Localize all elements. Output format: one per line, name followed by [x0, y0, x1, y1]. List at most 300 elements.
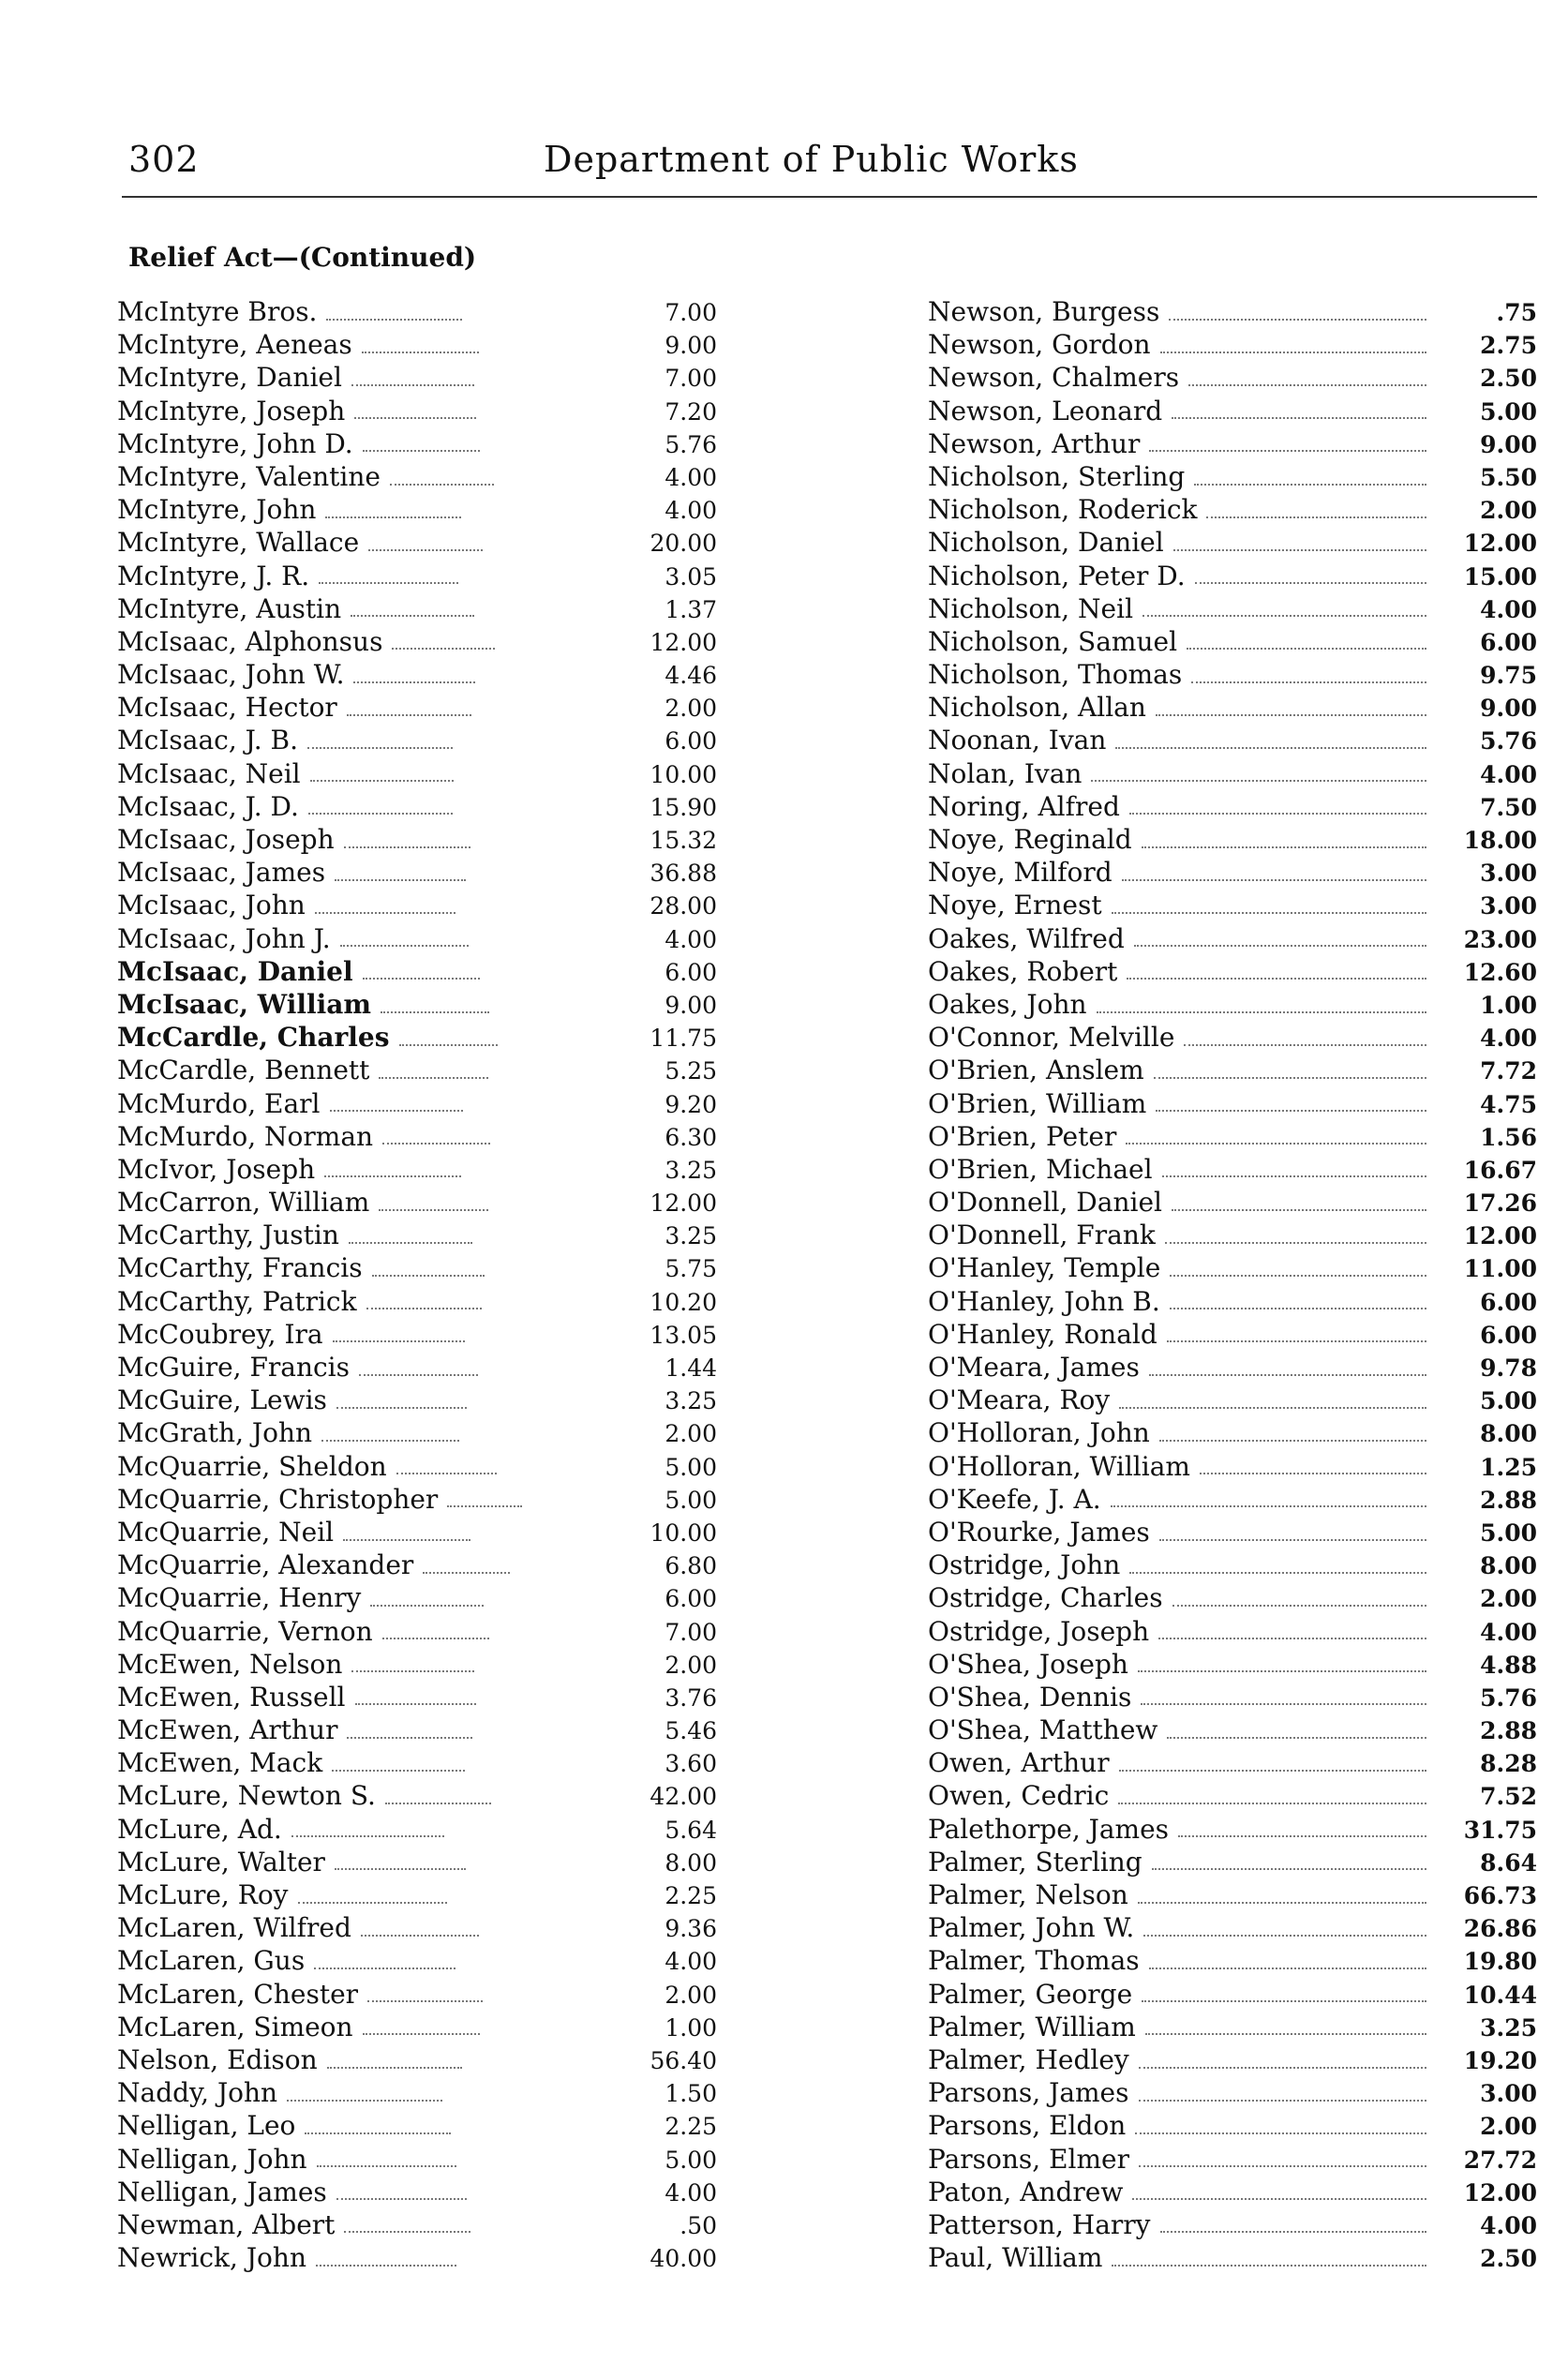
- list-item: [928, 526, 1537, 559]
- entry-amount: 3.25: [665, 1387, 718, 1415]
- entry-amount: 5.00: [1480, 397, 1537, 426]
- dot-leader: [1188, 384, 1426, 386]
- section-title: Relief Act—(Continued): [128, 242, 477, 273]
- list-item: [117, 493, 717, 526]
- list-item: [928, 1746, 1537, 1779]
- entry-amount: 13.05: [650, 1321, 717, 1349]
- dot-leader: [382, 1143, 489, 1145]
- entry-name: Palmer, Thomas: [928, 1945, 1140, 1977]
- dot-leader: [336, 2198, 467, 2200]
- list-item: [117, 526, 717, 559]
- dot-leader: [344, 2231, 470, 2233]
- entry-amount: 7.52: [1480, 1783, 1537, 1811]
- list-item: [117, 328, 717, 361]
- list-item: [928, 1186, 1537, 1219]
- entry-name: Palmer, John W.: [928, 1912, 1135, 1944]
- entry-amount: 2.88: [1480, 1717, 1537, 1745]
- right-column: [928, 295, 1537, 2274]
- dot-leader: [1172, 1605, 1426, 1607]
- entry-name: McQuarrie, Neil: [117, 1516, 335, 1548]
- list-item: [928, 955, 1537, 988]
- list-item: [117, 2143, 717, 2176]
- list-item: [928, 592, 1537, 625]
- entry-amount: 8.00: [665, 1848, 717, 1877]
- left-column: [117, 295, 717, 2274]
- entry-amount: 1.56: [1480, 1123, 1537, 1151]
- dot-leader: [392, 648, 494, 650]
- entry-name: O'Hanley, Ronald: [928, 1318, 1157, 1350]
- dot-leader: [363, 450, 480, 452]
- entry-amount: 1.44: [665, 1354, 718, 1382]
- list-item: [928, 1087, 1537, 1120]
- entry-amount: 2.88: [1480, 1486, 1537, 1514]
- entry-name: McLure, Ad.: [117, 1813, 282, 1845]
- entry-amount: 6.00: [1480, 1288, 1537, 1316]
- entry-name: Newrick, John: [117, 2242, 306, 2274]
- entry-amount: 10.20: [650, 1288, 717, 1316]
- entry-name: McIntyre, John D.: [117, 427, 353, 459]
- dot-leader: [1112, 2265, 1426, 2267]
- entry-name: O'Keefe, J. A.: [928, 1483, 1101, 1515]
- list-item: [117, 2176, 717, 2208]
- entry-amount: 4.00: [665, 925, 717, 953]
- dot-leader: [1143, 1935, 1426, 1937]
- list-item: [928, 2241, 1537, 2274]
- entry-name: Newson, Arthur: [928, 427, 1141, 459]
- entry-amount: 11.00: [1463, 1255, 1537, 1283]
- dot-leader: [307, 747, 453, 749]
- entry-name: Nicholson, Peter D.: [928, 560, 1186, 591]
- dot-leader: [1154, 1077, 1426, 1079]
- dot-leader: [1134, 945, 1426, 947]
- entry-amount: 15.00: [1463, 562, 1537, 591]
- entry-name: McIsaac, Alphonsus: [117, 625, 383, 657]
- entry-name: Parsons, Elmer: [928, 2143, 1129, 2175]
- entry-amount: 3.00: [1480, 2080, 1537, 2108]
- list-item: [117, 1318, 717, 1351]
- entry-amount: 18.00: [1463, 827, 1537, 854]
- entry-amount: .50: [679, 2211, 718, 2239]
- entry-name: Oakes, John: [928, 988, 1087, 1020]
- list-item: [117, 295, 717, 328]
- dot-leader: [291, 1835, 444, 1837]
- dot-leader: [1172, 1209, 1426, 1211]
- entry-amount: 6.00: [665, 958, 718, 986]
- entry-amount: 2.25: [665, 2113, 718, 2141]
- list-item: [928, 889, 1537, 921]
- dot-leader: [1159, 1539, 1426, 1541]
- list-item: [928, 1318, 1537, 1351]
- entry-amount: 6.00: [1480, 1321, 1537, 1349]
- list-item: [928, 1251, 1537, 1284]
- entry-name: McIntyre, Austin: [117, 592, 342, 624]
- list-item: [117, 2241, 717, 2274]
- entry-name: McLaren, Chester: [117, 1978, 359, 2010]
- list-item: [928, 1549, 1537, 1581]
- dot-leader: [379, 1209, 487, 1211]
- entry-amount: 1.50: [665, 2080, 717, 2108]
- entry-name: McIntyre, J. R.: [117, 560, 310, 591]
- entry-name: O'Connor, Melville: [928, 1022, 1175, 1054]
- list-item: [928, 2143, 1537, 2176]
- entry-name: Owen, Arthur: [928, 1747, 1110, 1779]
- entry-amount: 5.75: [665, 1255, 717, 1283]
- list-item: [117, 955, 717, 988]
- entry-amount: 9.36: [665, 1915, 717, 1943]
- entry-amount: 3.00: [1480, 860, 1537, 888]
- list-item: [117, 1087, 717, 1120]
- list-item: [117, 2109, 717, 2142]
- entry-name: Nelligan, John: [117, 2143, 307, 2175]
- list-item: [117, 922, 717, 955]
- entry-amount: 2.00: [665, 1651, 718, 1679]
- dot-leader: [1167, 1340, 1426, 1342]
- dot-leader: [1139, 2165, 1426, 2167]
- dot-leader: [390, 484, 494, 486]
- dot-leader: [332, 1770, 464, 1772]
- dot-leader: [361, 1935, 479, 1937]
- dot-leader: [1149, 1968, 1426, 1969]
- dot-leader: [1173, 549, 1426, 551]
- entry-name: Noring, Alfred: [928, 790, 1120, 822]
- entry-amount: 3.25: [665, 1222, 717, 1250]
- entry-amount: 4.00: [665, 463, 718, 491]
- dot-leader: [447, 1505, 522, 1507]
- entry-name: McEwen, Russell: [117, 1681, 346, 1713]
- entry-amount: 2.00: [1480, 1585, 1537, 1613]
- list-item: [928, 1713, 1537, 1746]
- entry-name: Noye, Ernest: [928, 890, 1102, 921]
- entry-name: McCarron, William: [117, 1187, 370, 1219]
- entry-name: Ostridge, Charles: [928, 1582, 1163, 1614]
- entry-amount: 4.00: [1480, 2211, 1537, 2239]
- entry-amount: 2.00: [1480, 497, 1537, 525]
- list-item: [928, 1120, 1537, 1153]
- dot-leader: [370, 1605, 484, 1607]
- entry-amount: 9.00: [1480, 430, 1537, 458]
- entry-name: Nicholson, Roderick: [928, 494, 1198, 526]
- list-item: [117, 560, 717, 592]
- list-item: [928, 625, 1537, 658]
- entry-name: Nicholson, Allan: [928, 692, 1146, 724]
- dot-leader: [355, 1703, 476, 1705]
- list-item: [117, 658, 717, 691]
- list-item: [928, 1054, 1537, 1086]
- dot-leader: [316, 2265, 456, 2267]
- entry-amount: 10.00: [650, 760, 718, 788]
- list-item: [117, 460, 717, 493]
- entry-name: McIntyre, Aeneas: [117, 329, 352, 361]
- list-item: [117, 1911, 717, 1944]
- entry-amount: 3.25: [1480, 2013, 1537, 2042]
- entry-name: McLure, Roy: [117, 1879, 289, 1910]
- list-item: [928, 757, 1537, 790]
- entry-name: Nicholson, Samuel: [928, 625, 1178, 657]
- entry-name: Newson, Burgess: [928, 296, 1160, 327]
- list-item: [117, 1120, 717, 1153]
- entry-amount: 23.00: [1463, 925, 1537, 953]
- list-item: [117, 1813, 717, 1846]
- entry-name: O'Shea, Joseph: [928, 1648, 1128, 1680]
- dot-leader: [354, 417, 475, 419]
- list-item: [928, 823, 1537, 856]
- entry-name: McQuarrie, Alexander: [117, 1549, 414, 1581]
- dot-leader: [1167, 1737, 1426, 1739]
- entry-name: Nicholson, Neil: [928, 592, 1134, 624]
- entry-name: McLaren, Simeon: [117, 2011, 353, 2042]
- list-item: [928, 1581, 1537, 1614]
- entry-amount: 9.78: [1480, 1354, 1537, 1382]
- dot-leader: [1169, 319, 1426, 321]
- dot-leader: [1129, 1572, 1426, 1574]
- entry-amount: .75: [1496, 299, 1537, 326]
- list-item: [117, 1285, 717, 1318]
- entry-amount: 9.00: [665, 991, 718, 1019]
- entry-amount: 4.00: [1480, 1025, 1537, 1053]
- list-item: [117, 427, 717, 460]
- entry-name: McQuarrie, Christopher: [117, 1483, 439, 1515]
- dot-leader: [324, 1175, 460, 1177]
- entry-amount: 36.88: [650, 860, 717, 888]
- entry-amount: 56.40: [650, 2046, 718, 2074]
- dot-leader: [1165, 1242, 1426, 1244]
- list-item: [117, 1878, 717, 1911]
- entry-name: Palmer, George: [928, 1978, 1133, 2010]
- dot-leader: [1156, 1110, 1426, 1112]
- entry-name: Naddy, John: [117, 2077, 278, 2109]
- entry-name: McIntyre, Daniel: [117, 362, 342, 394]
- dot-leader: [336, 1407, 467, 1409]
- dot-leader: [363, 978, 480, 980]
- entry-amount: 3.05: [665, 562, 718, 591]
- dot-leader: [423, 1572, 510, 1574]
- list-item: [117, 1549, 717, 1581]
- list-item: [928, 2109, 1537, 2142]
- dot-leader: [1139, 2100, 1427, 2102]
- entry-amount: 2.00: [665, 1981, 717, 2009]
- list-item: [928, 1219, 1537, 1251]
- list-item: [117, 1384, 717, 1416]
- dot-leader: [1145, 2033, 1426, 2035]
- entry-name: McGuire, Lewis: [117, 1384, 327, 1416]
- entry-amount: 12.00: [650, 1190, 717, 1218]
- entry-name: O'Brien, Peter: [928, 1120, 1117, 1152]
- dot-leader: [368, 549, 483, 551]
- dot-leader: [1149, 1374, 1426, 1376]
- entry-amount: 4.00: [665, 1948, 718, 1976]
- entry-name: McCardle, Bennett: [117, 1055, 370, 1086]
- entry-amount: 12.00: [1463, 530, 1537, 558]
- entry-amount: 3.60: [665, 1750, 717, 1778]
- list-item: [117, 592, 717, 625]
- entry-amount: 5.76: [1480, 727, 1537, 756]
- dot-leader: [1142, 2000, 1426, 2002]
- entry-name: McIvor, Joseph: [117, 1153, 316, 1185]
- entry-amount: 2.00: [665, 1420, 717, 1448]
- entry-amount: 11.75: [650, 1025, 717, 1053]
- dot-leader: [335, 879, 466, 881]
- list-item: [117, 1186, 717, 1219]
- entry-name: Noye, Reginald: [928, 824, 1132, 855]
- dot-leader: [310, 780, 454, 782]
- entry-name: Nelligan, James: [117, 2176, 327, 2207]
- entry-amount: 12.60: [1463, 958, 1537, 986]
- dot-leader: [1138, 1902, 1426, 1904]
- list-item: [928, 1021, 1537, 1054]
- list-item: [117, 1516, 717, 1549]
- entry-amount: 4.00: [1480, 760, 1537, 788]
- entry-name: Nicholson, Thomas: [928, 659, 1183, 691]
- list-item: [117, 1054, 717, 1086]
- entry-name: McIntyre, Joseph: [117, 395, 346, 426]
- entry-name: Palmer, Hedley: [928, 2043, 1129, 2075]
- list-item: [928, 2208, 1537, 2241]
- dot-leader: [351, 1670, 474, 1672]
- entry-name: McIsaac, William: [117, 988, 372, 1020]
- dot-leader: [1170, 1275, 1426, 1277]
- dot-leader: [1141, 1703, 1426, 1705]
- entry-amount: 17.26: [1463, 1190, 1537, 1218]
- entry-amount: 1.37: [665, 595, 718, 623]
- entry-name: McIsaac, John J.: [117, 922, 331, 954]
- dot-leader: [1118, 1803, 1426, 1804]
- entry-amount: 5.50: [1480, 463, 1537, 491]
- dot-leader: [382, 1638, 490, 1639]
- entry-name: Newman, Albert: [117, 2208, 336, 2240]
- entry-amount: 6.00: [1480, 628, 1537, 656]
- entry-name: Paul, William: [928, 2242, 1103, 2274]
- entry-amount: 8.28: [1480, 1750, 1537, 1778]
- entry-amount: 42.00: [650, 1783, 717, 1811]
- list-item: [928, 1911, 1537, 1944]
- dot-leader: [379, 1077, 487, 1079]
- entry-name: Newson, Leonard: [928, 395, 1163, 426]
- entry-amount: 9.20: [665, 1090, 717, 1118]
- dot-leader: [343, 1539, 470, 1541]
- list-item: [928, 658, 1537, 691]
- dot-leader: [321, 1440, 459, 1442]
- entry-amount: 20.00: [650, 530, 718, 558]
- entry-name: McCardle, Charles: [117, 1022, 390, 1054]
- list-item: [117, 724, 717, 756]
- entry-name: McIsaac, Neil: [117, 757, 301, 789]
- entry-name: McGuire, Francis: [117, 1352, 351, 1383]
- entry-amount: 3.25: [665, 1156, 717, 1184]
- list-item: [928, 1615, 1537, 1648]
- dot-leader: [362, 352, 480, 353]
- list-item: [928, 560, 1537, 592]
- dot-leader: [1122, 879, 1426, 881]
- entry-amount: 28.00: [650, 892, 717, 920]
- entry-amount: 7.72: [1480, 1057, 1537, 1085]
- list-item: [117, 1581, 717, 1614]
- list-item: [117, 1615, 717, 1648]
- list-item: [928, 1516, 1537, 1549]
- entry-name: McEwen, Nelson: [117, 1648, 343, 1680]
- dot-leader: [1178, 1835, 1426, 1837]
- dot-leader: [1160, 352, 1426, 353]
- page-number: 302: [128, 139, 200, 180]
- entry-amount: 5.64: [665, 1816, 717, 1844]
- list-item: [117, 2076, 717, 2109]
- entry-name: Noonan, Ivan: [928, 725, 1107, 756]
- entry-name: McIsaac, John W.: [117, 659, 345, 691]
- dot-leader: [399, 1044, 499, 1046]
- dot-leader: [1142, 846, 1426, 848]
- entry-name: Parsons, Eldon: [928, 2110, 1127, 2142]
- entry-name: Ostridge, Joseph: [928, 1615, 1150, 1647]
- list-item: [117, 1021, 717, 1054]
- entry-name: McIsaac, J. D.: [117, 790, 299, 822]
- dot-leader: [1135, 2132, 1426, 2134]
- list-item: [117, 625, 717, 658]
- entry-name: O'Holloran, William: [928, 1450, 1190, 1482]
- entry-name: McIntyre, Valentine: [117, 460, 381, 492]
- list-item: [117, 823, 717, 856]
- dot-leader: [333, 1340, 465, 1342]
- dot-leader: [1159, 1440, 1426, 1442]
- list-item: [928, 361, 1537, 394]
- list-item: [928, 856, 1537, 889]
- entry-name: O'Rourke, James: [928, 1516, 1150, 1548]
- dot-leader: [287, 2100, 441, 2102]
- list-item: [928, 493, 1537, 526]
- entry-amount: 9.00: [665, 332, 718, 360]
- list-item: [117, 1450, 717, 1483]
- entry-name: Nicholson, Sterling: [928, 460, 1186, 492]
- dot-leader: [315, 912, 456, 914]
- entry-amount: 27.72: [1463, 2146, 1537, 2174]
- list-item: [928, 295, 1537, 328]
- dot-leader: [1127, 978, 1426, 980]
- entry-amount: 12.00: [1463, 1222, 1537, 1250]
- entry-amount: 6.00: [665, 1585, 718, 1613]
- list-item: [928, 1779, 1537, 1812]
- entry-amount: 10.00: [650, 1519, 718, 1547]
- dot-leader: [314, 1968, 455, 1969]
- entry-amount: 66.73: [1463, 1882, 1537, 1909]
- entry-name: McGrath, John: [117, 1417, 313, 1449]
- header-rule: [122, 196, 1537, 198]
- dot-leader: [340, 945, 469, 947]
- dot-leader: [1142, 615, 1426, 617]
- entry-name: O'Meara, Roy: [928, 1384, 1111, 1416]
- dot-leader: [326, 319, 461, 321]
- entry-name: Nelson, Edison: [117, 2043, 318, 2075]
- dot-leader: [325, 516, 461, 518]
- entry-amount: 2.75: [1480, 332, 1537, 360]
- entry-name: Paton, Andrew: [928, 2176, 1124, 2207]
- entry-name: O'Holloran, John: [928, 1417, 1150, 1449]
- dot-leader: [1200, 1473, 1426, 1474]
- list-item: [928, 2011, 1537, 2043]
- dot-leader: [351, 384, 474, 386]
- dot-leader: [1191, 681, 1426, 683]
- list-item: [928, 1384, 1537, 1416]
- entry-name: McLaren, Wilfred: [117, 1912, 351, 1944]
- entry-amount: 26.86: [1463, 1915, 1537, 1943]
- entry-name: Nelligan, Leo: [117, 2110, 296, 2142]
- entry-name: O'Donnell, Frank: [928, 1219, 1156, 1251]
- entry-amount: 7.00: [665, 299, 717, 326]
- entry-name: Palmer, Nelson: [928, 1879, 1128, 1910]
- entry-amount: 12.00: [1463, 2178, 1537, 2207]
- entry-name: O'Brien, Anslem: [928, 1055, 1144, 1086]
- entry-amount: 4.46: [665, 662, 718, 690]
- entry-amount: 16.67: [1463, 1156, 1537, 1184]
- dot-leader: [367, 2000, 482, 2002]
- dot-leader: [305, 2132, 451, 2134]
